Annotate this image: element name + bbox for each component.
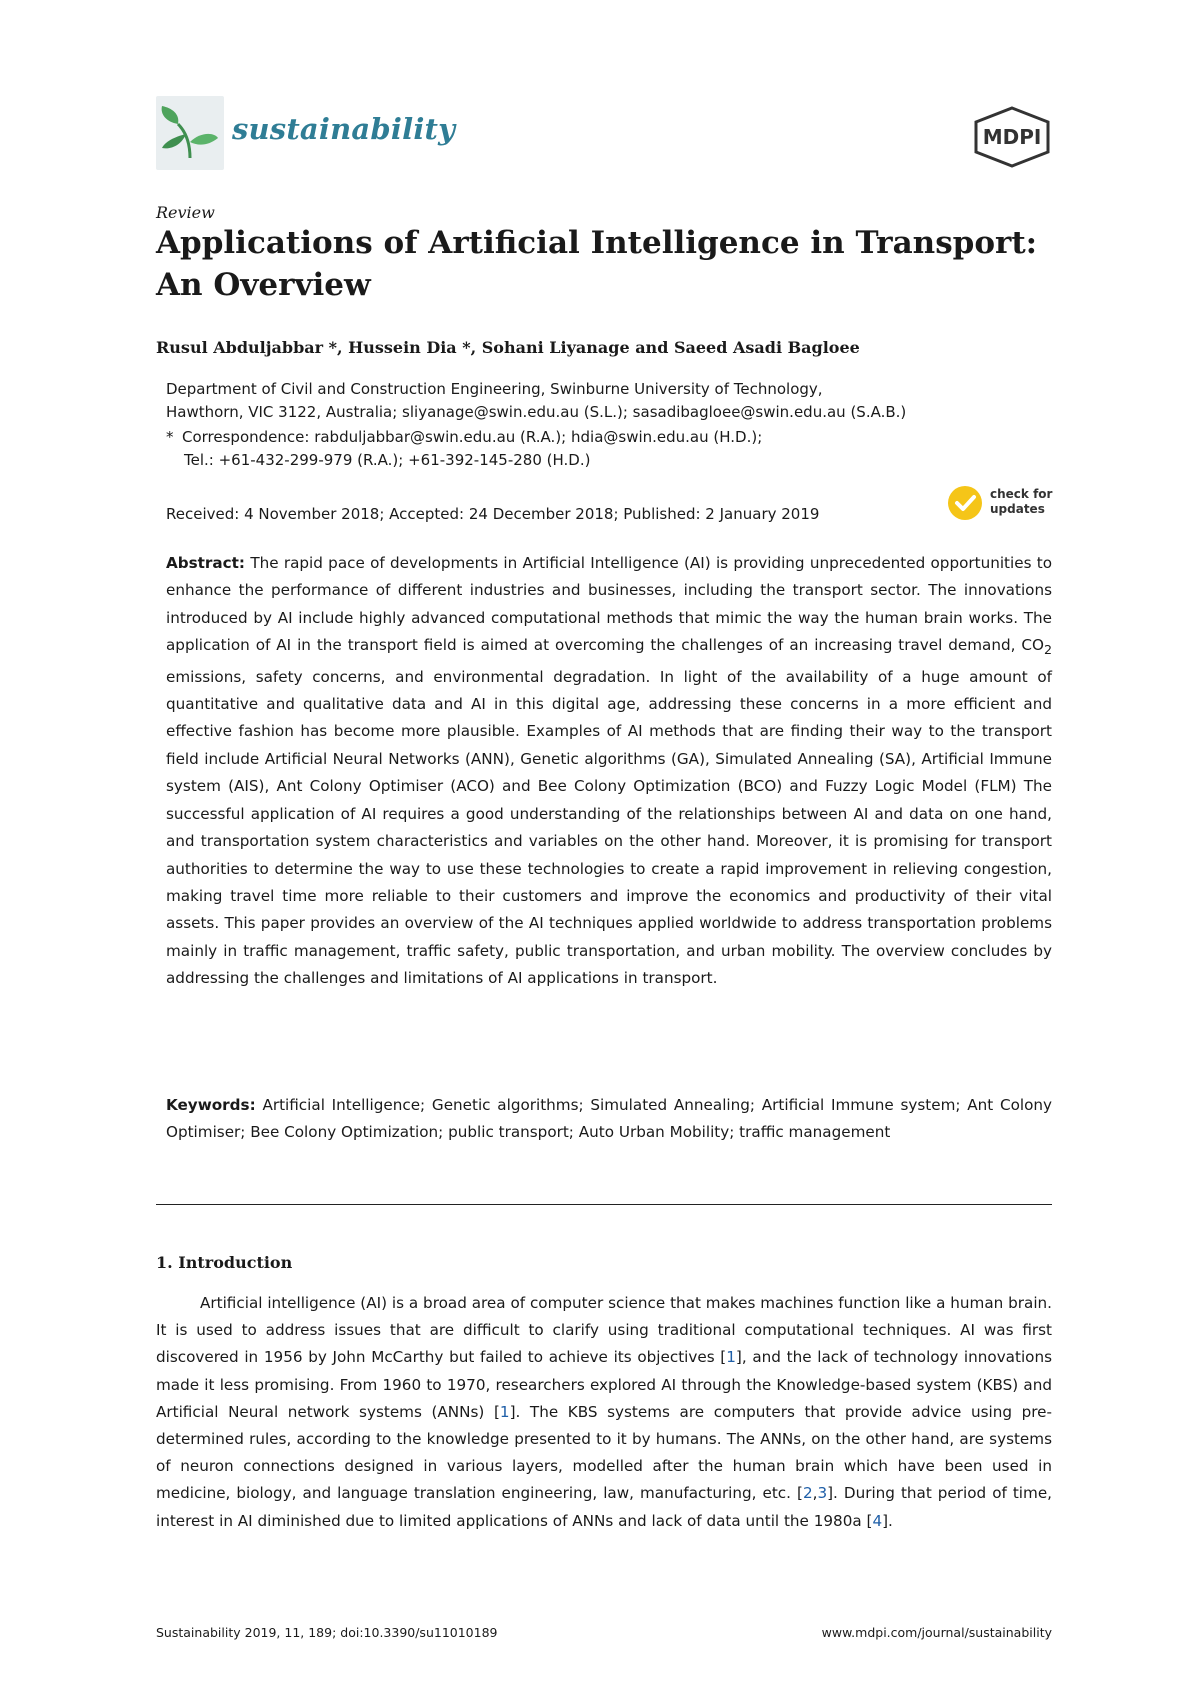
title-line-2: An Overview <box>156 267 371 303</box>
correspondence-line-1 <box>166 428 1066 446</box>
affiliation-line-1: Department of Civil and Construction Engineering, Swinburne University of Technology, <box>166 380 823 398</box>
correspondence-star: * <box>166 428 174 446</box>
check-icon <box>948 486 982 520</box>
mdpi-logo-icon <box>972 106 1052 168</box>
correspondence-text: Correspondence: rabduljabbar@swin.edu.au (R.A.); hdia@swin.edu.au (H.D.); <box>182 428 763 446</box>
footer-journal-url[interactable]: www.mdpi.com/journal/sustainability <box>821 1625 1052 1640</box>
publication-dates: Received: 4 November 2018; Accepted: 24 December 2018; Published: 2 January 2019 <box>166 505 820 523</box>
journal-logo-icon <box>156 96 224 170</box>
keywords-label: Keywords: <box>166 1096 256 1114</box>
section-divider <box>156 1204 1052 1205</box>
article-type: Review <box>156 203 215 222</box>
intro-text-2: ], and the lack of technology innovations made it less promising. From 1960 to 1970, researchers explored AI through the Knowledge-based system (KBS) and Artificial Neural network systems (ANNs) [ <box>156 1348 1052 1421</box>
abstract-text-1: The rapid pace of developments in Artificial Intelligence (AI) is providing unprecedented opportunities to enhance the performance of different industries and businesses, including the transport sector. The innovations introduced by AI include highly advanced computational methods that mimic the way the human brain works. The application of AI in the transport field is aimed at overcoming the challenges of an increasing travel demand, CO <box>166 554 1053 655</box>
article-title <box>156 222 1056 306</box>
citation-link[interactable]: 1 <box>726 1348 736 1367</box>
citation-separator: , <box>812 1484 818 1503</box>
correspondence-line-2: Tel.: +61-432-299-979 (R.A.); +61-392-145-280 (H.D.) <box>184 451 591 469</box>
abstract-subscript: 2 <box>1043 642 1052 658</box>
check-badge-line-2: updates <box>990 502 1045 516</box>
journal-name: sustainability <box>232 112 456 146</box>
publisher-name: MDPI <box>982 125 1042 149</box>
citation-link[interactable]: 2 <box>802 1484 813 1503</box>
abstract <box>166 550 1052 993</box>
affiliation-line-2: Hawthorn, VIC 3122, Australia; sliyanage@swin.edu.au (S.L.); sasadibagloee@swin.edu.au (S.A.B.) <box>166 403 907 421</box>
title-line-1: Applications of Artificial Intelligence in Transport: <box>156 225 1038 261</box>
check-badge-line-1: check for <box>990 487 1053 501</box>
citation-link[interactable]: 3 <box>817 1484 828 1503</box>
author-list: Rusul Abduljabbar *, Hussein Dia *, Sohani Liyanage and Saeed Asadi Bagloee <box>156 338 860 357</box>
intro-text-4: ]. During that period of time, interest in AI diminished due to limited applications of ANNs and lack of data until the 1980a [ <box>156 1484 1052 1530</box>
keywords <box>166 1092 1052 1147</box>
intro-text-3: ]. The KBS systems are computers that provide advice using pre-determined rules, according to the knowledge presented to it by humans. The ANNs, on the other hand, are systems of neuron connections designed in various layers, modelled after the human brain which have been used in medicine, biology, and language translation engineering, law, manufacturing, etc. [ <box>156 1402 1052 1503</box>
keywords-text: Artificial Intelligence; Genetic algorithms; Simulated Annealing; Artificial Immune system; Ant Colony Optimiser; Bee Colony Optimization; public transport; Auto Urban Mobility; traffic management <box>166 1096 1052 1142</box>
check-for-updates-badge[interactable] <box>948 486 1058 526</box>
introduction-paragraph <box>156 1290 1052 1535</box>
abstract-text-2: emissions, safety concerns, and environmental degradation. In light of the availability of a huge amount of quantitative and qualitative data and AI in this digital age, addressing these concerns in a more efficient and effective fashion has become more plausible. Examples of AI methods that are finding their way to the transport field include Artificial Neural Networks (ANN), Genetic algorithms (GA), Simulated Annealing (SA), Artificial Immune system (AIS), Ant Colony Optimiser (ACO) and Bee Colony Optimization (BCO) and Fuzzy Logic Model (FLM) The successful application of AI requires a good understanding of the relationships between AI and data on one hand, and transportation system characteristics and variables on the other hand. Moreover, it is promising for transport authorities to determine the way to use these technologies to create a rapid improvement in relieving congestion, making travel time more reliable to their customers and improve the economics and productivity of their vital assets. This paper provides an overview of the AI techniques applied worldwide to address transportation problems mainly in traffic management, traffic safety, public transportation, and urban mobility. The overview concludes by addressing the challenges and limitations of AI applications in transport. <box>166 667 1052 988</box>
section-heading: 1. Introduction <box>156 1253 293 1272</box>
abstract-label: Abstract: <box>166 554 246 572</box>
intro-text-5: ]. <box>882 1511 893 1530</box>
citation-link[interactable]: 4 <box>872 1511 883 1530</box>
footer-citation: Sustainability 2019, 11, 189; doi:10.3390/su11010189 <box>156 1625 498 1640</box>
intro-text-1: Artificial intelligence (AI) is a broad area of computer science that makes machines function like a human brain. It is used to address issues that are difficult to clarify using traditional computational techniques. AI was first discovered in 1956 by John McCarthy but failed to achieve its objectives [ <box>156 1294 1052 1367</box>
citation-link[interactable]: 1 <box>499 1402 510 1421</box>
